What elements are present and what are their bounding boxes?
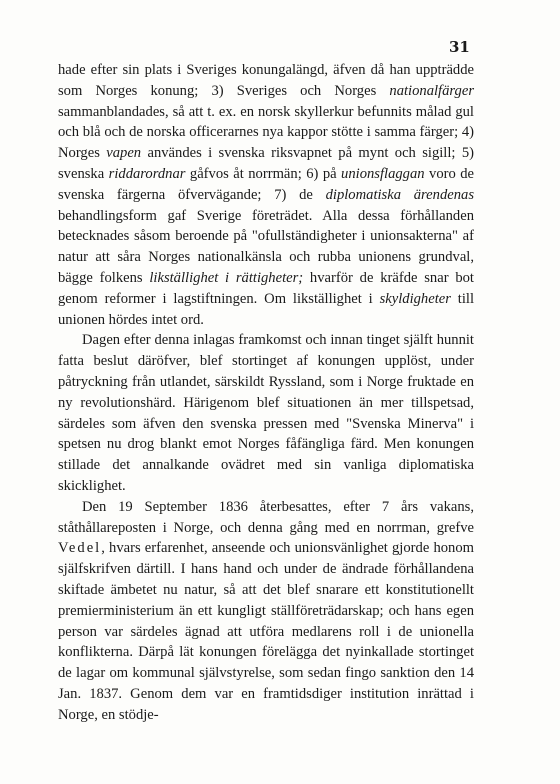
paragraph	[58, 60, 474, 330]
page-text	[58, 60, 474, 726]
emphasized-text: riddarordnar	[108, 165, 186, 182]
emphasized-text: likställighet i rättigheter;	[149, 269, 304, 286]
emphasized-text: unionsflaggan	[341, 165, 425, 182]
emphasized-text: skyldigheter	[379, 290, 451, 307]
text-run: till unionen hördes intet ord.	[58, 290, 474, 328]
text-run: hade efter sin plats i Sveriges konungalängd, äfven då han uppträdde som Norges konung; 3) Sveriges och Norges	[58, 62, 474, 99]
text-run: användes i svenska riksvapnet på mynt och sigill; 5) svenska	[58, 145, 474, 182]
text-run: gåfvos åt norrmän; 6) på	[185, 165, 342, 182]
text-run: voro de svenska färgerna öfvervägande; 7) de	[58, 165, 474, 203]
emphasized-text: vapen	[106, 145, 142, 162]
text-run: , hvars erfarenhet, anseende och unionsvänlighet gjorde honom själfskrifven därtill. I hans hand och under de ändrade förhållandena skiftade ämbetet nu natur, så att det blef snarare ett konstitutionellt premierministerium än ett kungligt ställföreträdarskap; och hans egen person var särdeles ägnad att utföra medlarens roll i de unionella konflikterna. Därpå lät konungen förelägga det nyinkallade stortinget de lagar om kommunal självstyrelse, som sedan fingo sanktion den 14 Jan. 1837. Genom dem var en framtidsdiger institution inrättad i Norge, en stödje-	[58, 540, 474, 723]
emphasized-text: nationalfärger	[389, 82, 474, 99]
paragraph	[58, 330, 474, 496]
text-run: sammanblandades, så att t. ex. en norsk skyllerkur befunnits målad gul och blå och de norska officerarnes nya kappor stötte i samma färger; 4) Norges	[58, 103, 474, 162]
paragraph	[58, 497, 474, 726]
emphasized-text: diplomatiska ärendenas	[325, 186, 474, 203]
text-run: hvarför de kräfde snar bot genom reformer i lagstiftningen. Om likställighet i	[58, 269, 474, 307]
text-run: behandlingsform gaf Sverige företrädet. Alla dessa förhållanden betecknades såsom beroende på "ofullständigheter i unionsakterna" af natur att såra Norges nationalkänsla och rubba unionens grundval, bägge folkens	[58, 207, 474, 286]
text-run: Dagen efter denna inlagas framkomst och innan tinget själft hunnit fatta beslut däröfver, blef stortinget af konungen upplöst, under påtryckning från utlandet, särskildt Ryssland, som i Norge fruktade en ny revolutionshärd. Härigenom blef situationen än mer tillspetsad, särdeles som äfven den svenska pressen med "Svenska Minerva" i spetsen nu drog blankt emot Norges fåfängliga färd. Men konungen stillade det annalkande ovädret med sin vanliga diplomatiska skicklighet.	[58, 332, 474, 494]
spaced-name: Vedel	[58, 540, 102, 557]
page-number: 31	[449, 38, 470, 56]
text-run: Den 19 September 1836 återbesattes, efter 7 års vakans, ståthållareposten i Norge, och denna gång med en norrman, grefve	[58, 498, 474, 536]
